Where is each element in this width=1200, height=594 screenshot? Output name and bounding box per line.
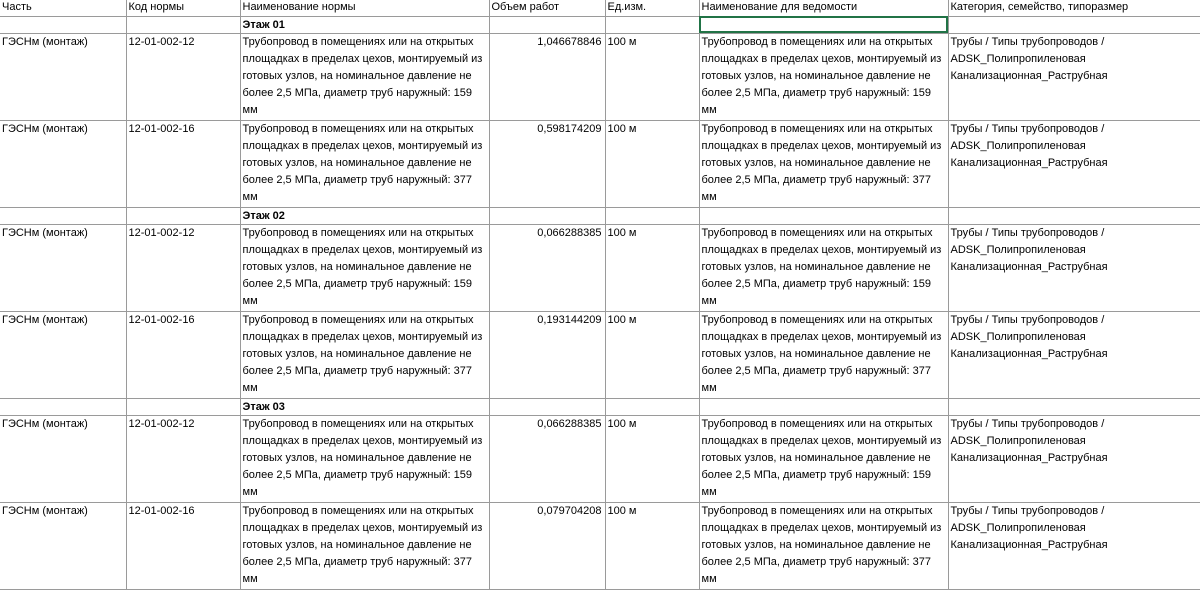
empty-cell[interactable] bbox=[489, 398, 605, 415]
cell-unit[interactable]: 100 м bbox=[605, 311, 699, 398]
empty-cell[interactable] bbox=[0, 398, 126, 415]
empty-cell[interactable] bbox=[126, 398, 240, 415]
header-cell-unit[interactable]: Ед.изм. bbox=[605, 0, 699, 16]
cell-name[interactable]: Трубопровод в помещениях или на открытых площадках в пределах цехов, монтируемый из готовых узлов, на номинальное давление не более 2,5 МПа, диаметр труб наружный: 159 мм bbox=[240, 415, 489, 502]
cell-category[interactable]: Трубы / Типы трубопроводов / ADSK_Полипропиленовая Канализационная_Раструбная bbox=[948, 120, 1200, 207]
header-cell-code[interactable]: Код нормы bbox=[126, 0, 240, 16]
floor-row bbox=[0, 398, 1200, 415]
cell-unit[interactable]: 100 м bbox=[605, 502, 699, 589]
header-cell-category[interactable]: Категория, семейство, типоразмер bbox=[948, 0, 1200, 16]
cell-category[interactable]: Трубы / Типы трубопроводов / ADSK_Полипропиленовая Канализационная_Раструбная bbox=[948, 311, 1200, 398]
header-cell-name[interactable]: Наименование нормы bbox=[240, 0, 489, 16]
cell-volume[interactable]: 1,046678846 bbox=[489, 33, 605, 120]
cell-unit[interactable]: 100 м bbox=[605, 224, 699, 311]
cell-part[interactable]: ГЭСНм (монтаж) bbox=[0, 502, 126, 589]
header-cell-vedomost-name[interactable]: Наименование для ведомости bbox=[699, 0, 948, 16]
cell-name[interactable]: Трубопровод в помещениях или на открытых площадках в пределах цехов, монтируемый из готовых узлов, на номинальное давление не более 2,5 МПа, диаметр труб наружный: 377 мм bbox=[240, 311, 489, 398]
header-cell-part[interactable]: Часть bbox=[0, 0, 126, 16]
table-row bbox=[0, 415, 1200, 502]
table-row bbox=[0, 33, 1200, 120]
table-row bbox=[0, 224, 1200, 311]
cell-part[interactable]: ГЭСНм (монтаж) bbox=[0, 33, 126, 120]
cell-category[interactable]: Трубы / Типы трубопроводов / ADSK_Полипропиленовая Канализационная_Раструбная bbox=[948, 224, 1200, 311]
cell-vedomost-name[interactable]: Трубопровод в помещениях или на открытых площадках в пределах цехов, монтируемый из готовых узлов, на номинальное давление не более 2,5 МПа, диаметр труб наружный: 159 мм bbox=[699, 224, 948, 311]
cell-unit[interactable]: 100 м bbox=[605, 120, 699, 207]
empty-cell[interactable] bbox=[489, 16, 605, 33]
cell-part[interactable]: ГЭСНм (монтаж) bbox=[0, 224, 126, 311]
empty-cell[interactable] bbox=[0, 16, 126, 33]
table-row bbox=[0, 502, 1200, 589]
cell-code[interactable]: 12-01-002-16 bbox=[126, 120, 240, 207]
empty-cell[interactable] bbox=[948, 398, 1200, 415]
empty-cell[interactable] bbox=[948, 16, 1200, 33]
empty-cell[interactable] bbox=[126, 207, 240, 224]
header-cell-volume[interactable]: Объем работ bbox=[489, 0, 605, 16]
cell-part[interactable]: ГЭСНм (монтаж) bbox=[0, 120, 126, 207]
cell-name[interactable]: Трубопровод в помещениях или на открытых площадках в пределах цехов, монтируемый из готовых узлов, на номинальное давление не более 2,5 МПа, диаметр труб наружный: 377 мм bbox=[240, 502, 489, 589]
empty-cell[interactable] bbox=[699, 398, 948, 415]
cell-category[interactable]: Трубы / Типы трубопроводов / ADSK_Полипропиленовая Канализационная_Раструбная bbox=[948, 33, 1200, 120]
cell-volume[interactable]: 0,066288385 bbox=[489, 415, 605, 502]
cell-unit[interactable]: 100 м bbox=[605, 415, 699, 502]
empty-cell[interactable] bbox=[489, 207, 605, 224]
cell-volume[interactable]: 0,079704208 bbox=[489, 502, 605, 589]
empty-cell[interactable] bbox=[948, 207, 1200, 224]
cell-vedomost-name[interactable]: Трубопровод в помещениях или на открытых площадках в пределах цехов, монтируемый из готовых узлов, на номинальное давление не более 2,5 МПа, диаметр труб наружный: 377 мм bbox=[699, 120, 948, 207]
empty-cell[interactable] bbox=[699, 16, 948, 33]
cell-code[interactable]: 12-01-002-12 bbox=[126, 33, 240, 120]
floor-row bbox=[0, 16, 1200, 33]
cell-name[interactable]: Трубопровод в помещениях или на открытых площадках в пределах цехов, монтируемый из готовых узлов, на номинальное давление не более 2,5 МПа, диаметр труб наружный: 159 мм bbox=[240, 224, 489, 311]
cell-volume[interactable]: 0,066288385 bbox=[489, 224, 605, 311]
cell-vedomost-name[interactable]: Трубопровод в помещениях или на открытых площадках в пределах цехов, монтируемый из готовых узлов, на номинальное давление не более 2,5 МПа, диаметр труб наружный: 377 мм bbox=[699, 311, 948, 398]
cell-code[interactable]: 12-01-002-16 bbox=[126, 311, 240, 398]
empty-cell[interactable] bbox=[0, 207, 126, 224]
cell-category[interactable]: Трубы / Типы трубопроводов / ADSK_Полипропиленовая Канализационная_Раструбная bbox=[948, 415, 1200, 502]
cell-vedomost-name[interactable]: Трубопровод в помещениях или на открытых площадках в пределах цехов, монтируемый из готовых узлов, на номинальное давление не более 2,5 МПа, диаметр труб наружный: 159 мм bbox=[699, 415, 948, 502]
cell-name[interactable]: Трубопровод в помещениях или на открытых площадках в пределах цехов, монтируемый из готовых узлов, на номинальное давление не более 2,5 МПа, диаметр труб наружный: 377 мм bbox=[240, 120, 489, 207]
floor-row bbox=[0, 207, 1200, 224]
empty-cell[interactable] bbox=[605, 207, 699, 224]
floor-label-cell[interactable]: Этаж 03 bbox=[240, 398, 489, 415]
cell-vedomost-name[interactable]: Трубопровод в помещениях или на открытых площадках в пределах цехов, монтируемый из готовых узлов, на номинальное давление не более 2,5 МПа, диаметр труб наружный: 159 мм bbox=[699, 33, 948, 120]
empty-cell[interactable] bbox=[605, 398, 699, 415]
empty-cell[interactable] bbox=[605, 16, 699, 33]
cell-volume[interactable]: 0,193144209 bbox=[489, 311, 605, 398]
cell-unit[interactable]: 100 м bbox=[605, 33, 699, 120]
header-row bbox=[0, 0, 1200, 16]
floor-label-cell[interactable]: Этаж 01 bbox=[240, 16, 489, 33]
cell-part[interactable]: ГЭСНм (монтаж) bbox=[0, 415, 126, 502]
cell-code[interactable]: 12-01-002-12 bbox=[126, 224, 240, 311]
cell-part[interactable]: ГЭСНм (монтаж) bbox=[0, 311, 126, 398]
cell-code[interactable]: 12-01-002-12 bbox=[126, 415, 240, 502]
empty-cell[interactable] bbox=[126, 16, 240, 33]
floor-label-cell[interactable]: Этаж 02 bbox=[240, 207, 489, 224]
table-row bbox=[0, 120, 1200, 207]
cell-category[interactable]: Трубы / Типы трубопроводов / ADSK_Полипропиленовая Канализационная_Раструбная bbox=[948, 502, 1200, 589]
cell-vedomost-name[interactable]: Трубопровод в помещениях или на открытых площадках в пределах цехов, монтируемый из готовых узлов, на номинальное давление не более 2,5 МПа, диаметр труб наружный: 377 мм bbox=[699, 502, 948, 589]
empty-cell[interactable] bbox=[699, 207, 948, 224]
cell-name[interactable]: Трубопровод в помещениях или на открытых площадках в пределах цехов, монтируемый из готовых узлов, на номинальное давление не более 2,5 МПа, диаметр труб наружный: 159 мм bbox=[240, 33, 489, 120]
cell-code[interactable]: 12-01-002-16 bbox=[126, 502, 240, 589]
cell-volume[interactable]: 0,598174209 bbox=[489, 120, 605, 207]
table-row bbox=[0, 311, 1200, 398]
